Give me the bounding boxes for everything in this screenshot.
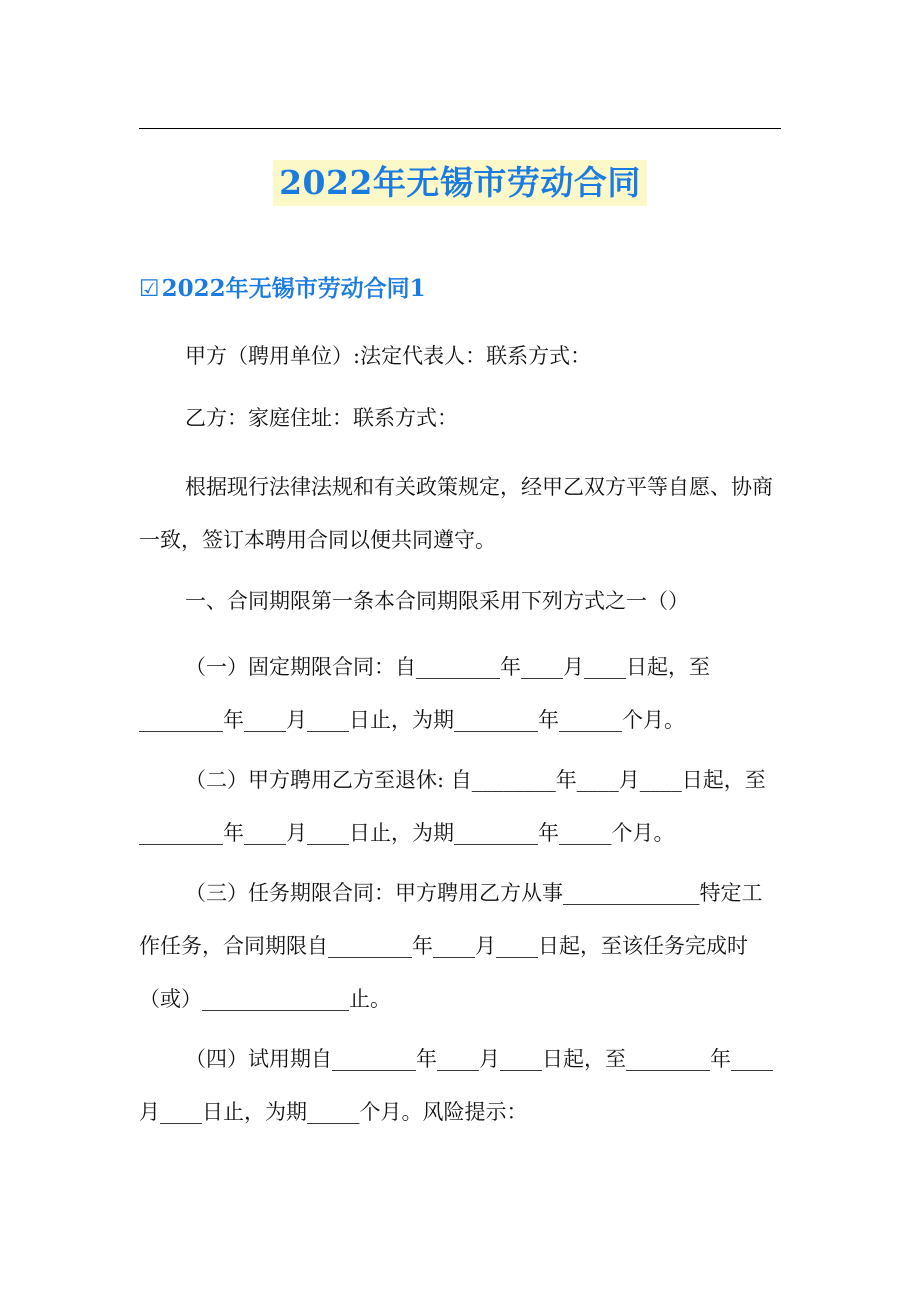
fixed-term-clause: （一）固定期限合同：自________年____月____日起，至________年____月____日止，为期________年______个月。: [139, 655, 710, 732]
section-heading-text: 2022年无锡市劳动合同1: [161, 275, 426, 302]
preamble-paragraph: 根据现行法律法规和有关政策规定，经甲乙双方平等自愿、协商一致，签订本聘用合同以便共同遵守。: [139, 475, 773, 552]
document-title: 2022年无锡市劳动合同: [273, 160, 647, 206]
title-container: [0, 160, 920, 206]
header-rule: [139, 128, 781, 129]
task-term-clause: （三）任务期限合同：甲方聘用乙方从事_____________特定工作任务，合同期限自________年____月____日起，至该任务完成时（或）______________止。: [139, 881, 763, 1011]
checkbox-icon: ☑: [139, 276, 160, 302]
party-a-line: 甲方（聘用单位）:法定代表人：联系方式：: [185, 344, 592, 368]
probation-clause: （四）试用期自________年____月____日起，至________年____月____日止，为期_____个月。风险提示：: [139, 1047, 773, 1124]
until-retirement-clause: （二）甲方聘用乙方至退休: 自________年____月____日起，至________年____月____日止，为期________年_____个月。: [139, 768, 766, 845]
term-clause-heading: 一、合同期限第一条本合同期限采用下列方式之一（）: [185, 589, 689, 613]
section-heading: [139, 272, 426, 306]
party-b-line: 乙方：家庭住址：联系方式：: [185, 406, 458, 430]
